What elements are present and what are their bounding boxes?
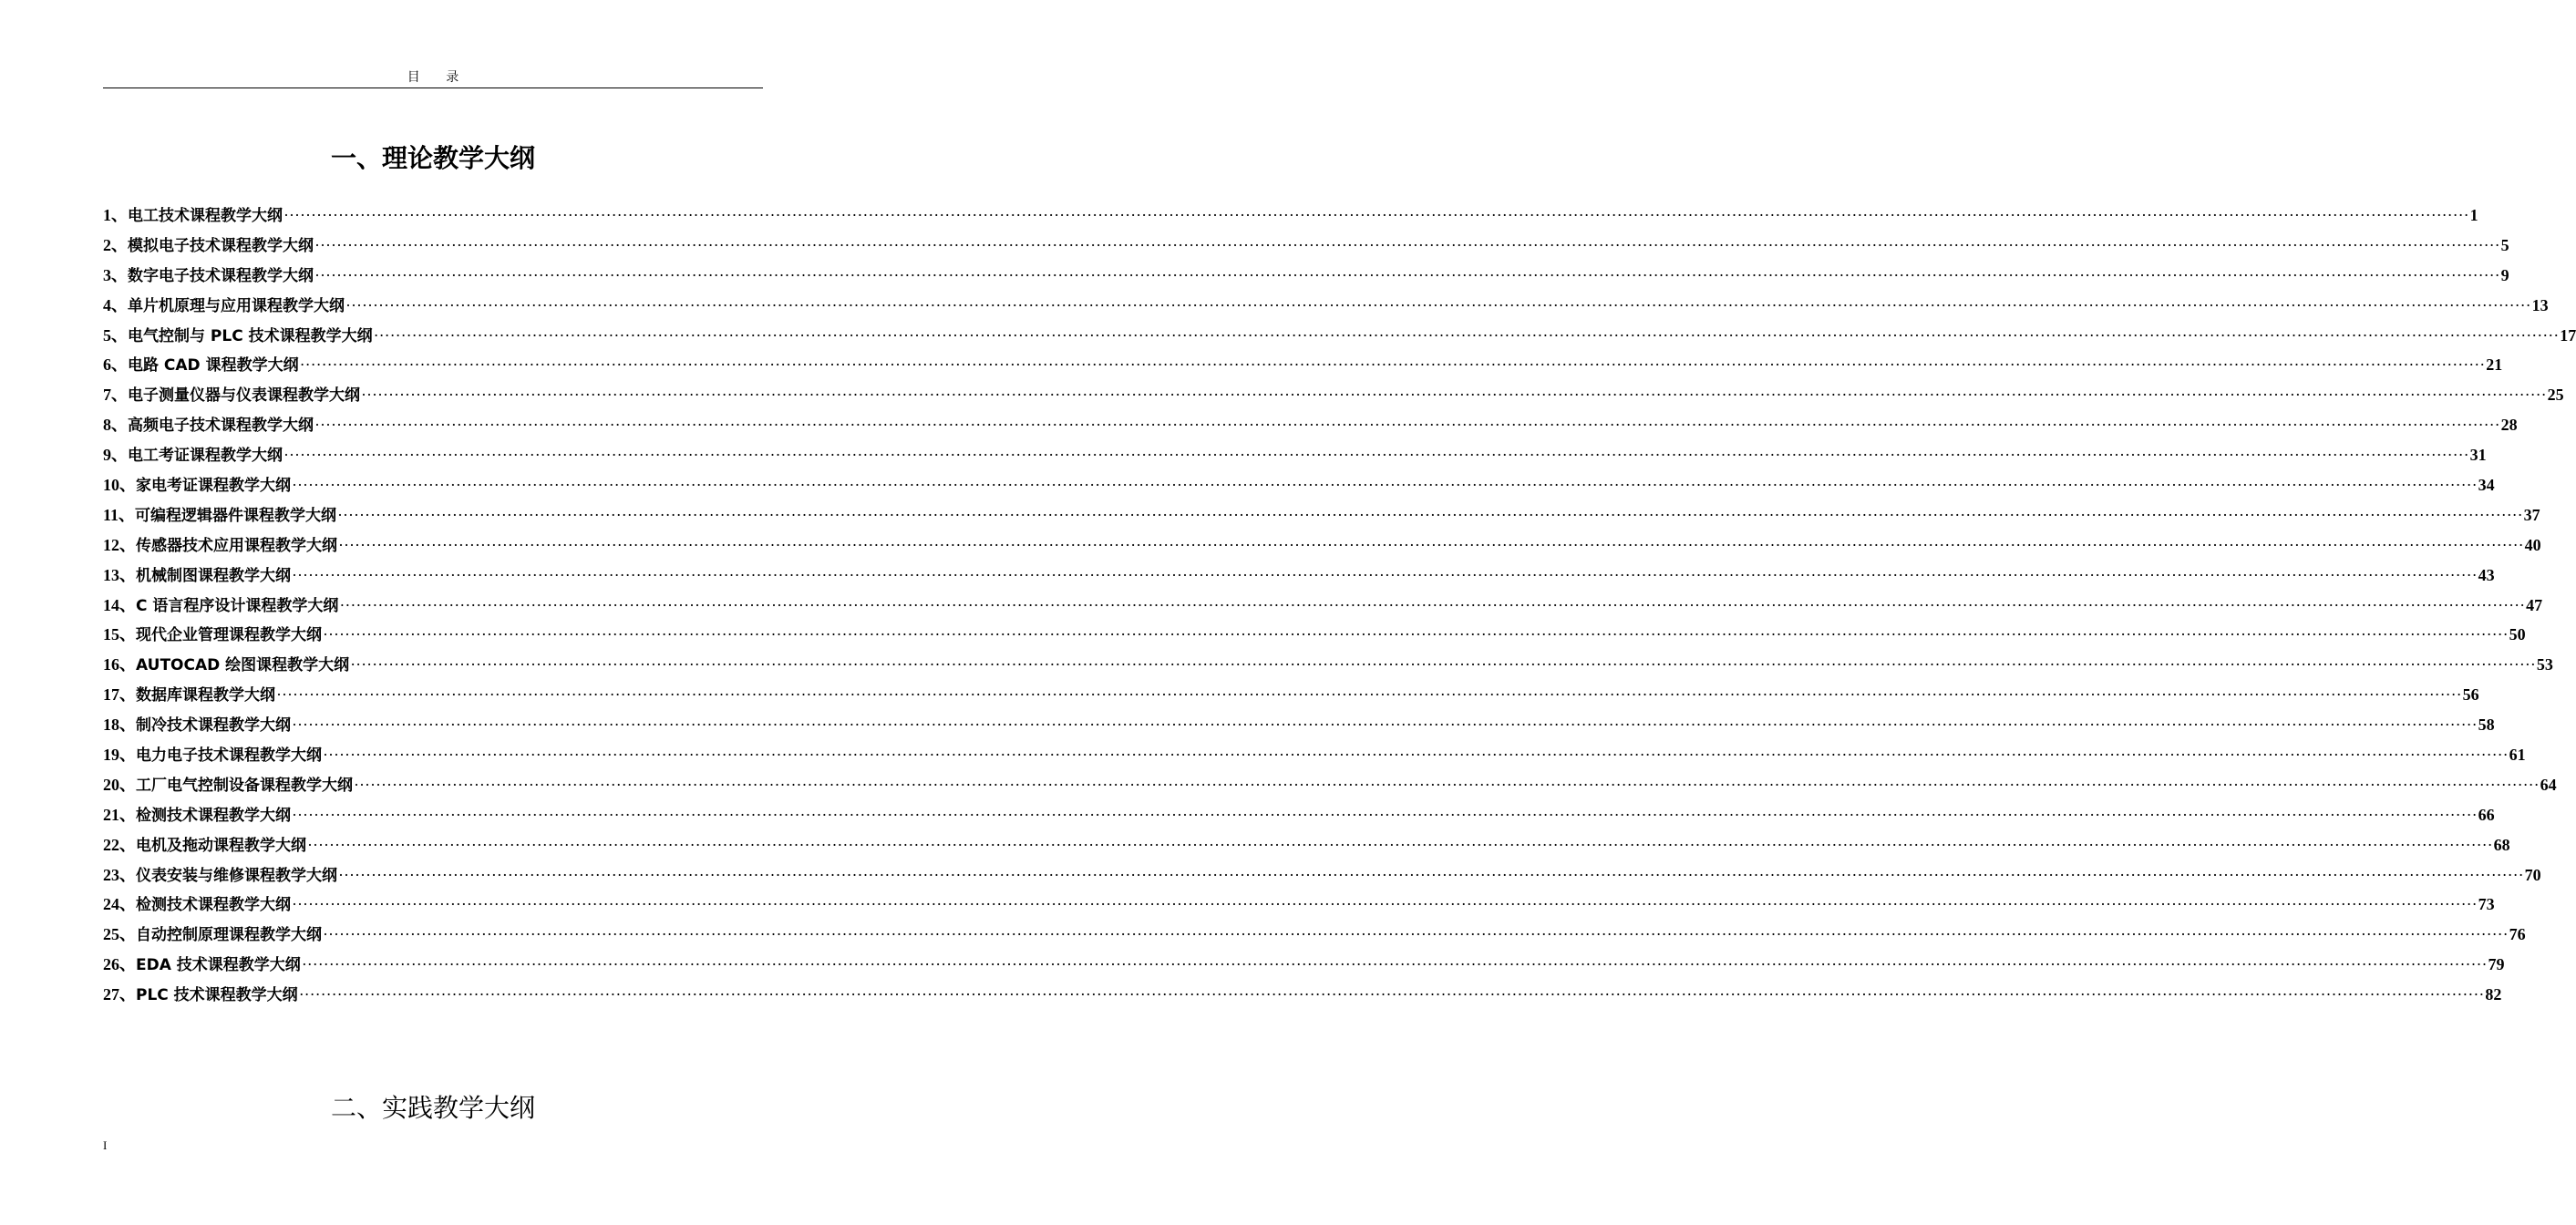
toc-entry-number: 10、 [103,476,136,495]
toc-leader-dots: ················································································································································································································································································································································································································ [292,805,2478,824]
toc-leader-dots: ················································································································································································································································································································································································································ [338,865,2524,884]
toc-entry-page: 25 [2547,386,2564,405]
toc-entry-title: 高频电子技术课程教学大纲 [128,417,314,436]
toc-entry-title: 电子测量仪器与仪表课程教学大纲 [128,386,360,406]
toc-leader-dots: ················································································································································································································································································································································································································ [323,625,2509,644]
toc-entry-title: C 语言程序设计课程教学大纲 [136,596,339,615]
toc-entry-title: 电路 CAD 课程教学大纲 [128,356,299,376]
toc-leader-dots: ················································································································································································································································································································································································································ [350,655,2536,674]
toc-entry-page: 37 [2523,505,2540,524]
toc-leader-dots: ················································································································································································································································································································································································································ [283,206,2469,224]
toc-entry[interactable] [103,920,2526,950]
toc-entry-number: 6、 [103,355,128,375]
toc-entry[interactable] [103,950,2505,980]
toc-entry-number: 11、 [103,505,136,524]
toc-entry-title: 电工考证课程教学大纲 [128,447,283,466]
toc-entry[interactable] [103,440,2487,470]
toc-entry-number: 18、 [103,715,136,735]
toc-entry-number: 26、 [103,955,136,974]
toc-entry-number: 4、 [103,295,128,314]
toc-leader-dots: ················································································································································································································································································································································································································ [283,446,2469,465]
toc-entry[interactable] [103,261,2509,291]
toc-entry[interactable] [103,830,2510,860]
footer-page-number: I [103,1138,108,1152]
toc-entry-number: 5、 [103,325,128,345]
toc-entry[interactable] [103,980,2502,1010]
toc-leader-dots: ················································································································································································································································································································································································································ [373,325,2560,345]
toc-entry[interactable] [103,860,2541,890]
toc-entry[interactable] [103,321,2576,351]
toc-entry-title: 家电考证课程教学大纲 [136,477,291,496]
toc-leader-dots: ················································································································································································································································································································································································································ [292,895,2478,914]
toc-entry-page: 28 [2500,416,2518,435]
toc-entry-title: 数字电子技术课程教学大纲 [128,266,314,285]
toc-entry[interactable] [103,650,2553,680]
toc-entry-page: 79 [2488,955,2505,974]
toc-entry[interactable] [103,561,2495,591]
toc-entry-page: 1 [2469,206,2478,224]
toc-leader-dots: ················································································································································································································································································································································································································ [354,775,2540,794]
toc-entry-title: EDA 技术课程教学大纲 [136,956,301,975]
toc-entry-page: 70 [2524,865,2541,884]
toc-leader-dots: ················································································································································································································································································································································································································ [339,595,2526,614]
toc-leader-dots: ················································································································································································································································································································································································································ [314,416,2500,435]
toc-entry[interactable] [103,740,2526,770]
toc-entry-page: 56 [2462,685,2479,705]
toc-entry-page: 9 [2500,265,2509,284]
toc-entry-page: 66 [2478,805,2495,824]
toc-entry-number: 2、 [103,235,128,254]
toc-entry-title: 电工技术课程教学大纲 [128,207,283,225]
toc-entry-number: 27、 [103,985,136,1004]
toc-entry-title: 数据库课程教学大纲 [136,686,275,705]
toc-entry-title: 传感器技术应用课程教学大纲 [136,536,337,555]
toc-entry-number: 7、 [103,386,128,405]
toc-entry-page: 64 [2540,775,2557,794]
toc-entry-title: 自动控制原理课程教学大纲 [136,926,322,945]
toc-entry-page: 68 [2493,835,2510,854]
toc-entry-page: 31 [2469,446,2487,465]
toc-leader-dots: ················································································································································································································································································································································································································ [307,835,2493,854]
toc-entry-title: PLC 技术课程教学大纲 [136,986,298,1005]
table-of-contents [103,201,2576,1010]
toc-entry[interactable] [103,201,2478,231]
toc-leader-dots: ················································································································································································································································································································································································································ [323,925,2509,944]
toc-leader-dots: ················································································································································································································································································································································································································ [345,295,2531,314]
toc-entry-number: 25、 [103,925,136,944]
toc-entry-page: 21 [2486,355,2503,375]
section-title-theory: 一、理论教学大纲 [330,143,535,173]
toc-entry[interactable] [103,800,2495,830]
toc-entry-number: 24、 [103,895,136,914]
toc-entry-title: 电气控制与 PLC 技术课程教学大纲 [128,326,373,345]
toc-entry[interactable] [103,530,2541,561]
toc-leader-dots: ················································································································································································································································································································································································································ [301,955,2488,974]
toc-entry-page: 58 [2478,715,2495,735]
toc-entry-page: 5 [2500,235,2509,254]
toc-entry-number: 13、 [103,565,136,584]
toc-leader-dots: ················································································································································································································································································································································································································ [337,505,2523,524]
toc-entry-title: 仪表安装与维修课程教学大纲 [136,866,337,885]
header-title: 目 录 [407,70,470,85]
toc-entry-number: 22、 [103,835,136,854]
toc-entry-number: 21、 [103,805,136,824]
toc-entry-page: 82 [2485,985,2502,1004]
toc-entry-number: 3、 [103,265,128,284]
toc-entry-number: 19、 [103,746,136,765]
toc-entry-title: 电机及拖动课程教学大纲 [136,836,306,855]
toc-leader-dots: ················································································································································································································································································································································································································ [298,985,2485,1004]
toc-entry-number: 9、 [103,446,128,465]
toc-entry[interactable] [103,500,2540,530]
toc-entry-title: 单片机原理与应用课程教学大纲 [128,296,345,315]
toc-leader-dots: ················································································································································································································································································································································································································ [323,746,2509,765]
toc-entry-page: 47 [2526,595,2543,614]
toc-leader-dots: ················································································································································································································································································································································································································ [292,476,2478,495]
toc-entry[interactable] [103,770,2557,800]
toc-leader-dots: ················································································································································································································································································································································································································ [361,386,2547,405]
toc-entry[interactable] [103,591,2543,621]
toc-entry-title: 现代企业管理课程教学大纲 [136,626,322,645]
toc-entry-page: 13 [2531,295,2549,314]
toc-entry[interactable] [103,350,2503,380]
toc-leader-dots: ················································································································································································································································································································································································································ [292,715,2478,735]
toc-entry-number: 15、 [103,625,136,644]
toc-entry[interactable] [103,680,2479,710]
section-title-practice: 二、实践教学大纲 [330,1093,535,1123]
toc-entry[interactable] [103,380,2564,410]
toc-entry-page: 40 [2524,535,2541,554]
toc-entry-title: 机械制图课程教学大纲 [136,566,291,585]
toc-entry-number: 14、 [103,595,136,614]
toc-entry-number: 17、 [103,685,136,705]
toc-entry[interactable] [103,231,2509,261]
toc-entry-number: 8、 [103,416,128,435]
toc-entry-page: 73 [2478,895,2495,914]
toc-entry-number: 16、 [103,655,136,674]
toc-entry-title: 检测技术课程教学大纲 [136,896,291,915]
toc-entry-title: 可编程逻辑器件课程教学大纲 [135,506,337,525]
toc-entry-title: 工厂电气控制设备课程教学大纲 [136,776,353,795]
toc-entry-page: 43 [2478,565,2495,584]
toc-leader-dots: ················································································································································································································································································································································································································ [314,265,2500,284]
toc-leader-dots: ················································································································································································································································································································································································································ [276,685,2462,705]
toc-entry[interactable] [103,410,2518,440]
toc-entry[interactable] [103,710,2495,740]
toc-entry-number: 23、 [103,865,136,884]
toc-entry[interactable] [103,620,2526,650]
toc-entry-number: 12、 [103,535,136,554]
toc-leader-dots: ················································································································································································································································································································································································································ [338,535,2524,554]
toc-entry-number: 1、 [103,206,128,224]
toc-entry-page: 76 [2509,925,2526,944]
toc-entry-title: 电力电子技术课程教学大纲 [136,746,322,766]
toc-leader-dots: ················································································································································································································································································································································································································ [299,355,2486,375]
toc-entry[interactable] [103,890,2495,920]
toc-entry-page: 34 [2478,476,2495,495]
toc-entry-title: 检测技术课程教学大纲 [136,806,291,825]
toc-entry-title: AUTOCAD 绘图课程教学大纲 [136,656,350,675]
page-header [103,69,763,88]
toc-entry-title: 模拟电子技术课程教学大纲 [128,236,314,255]
toc-entry-title: 制冷技术课程教学大纲 [136,716,291,736]
toc-leader-dots: ················································································································································································································································································································································································································ [292,565,2478,584]
toc-entry-page: 61 [2509,746,2526,765]
toc-entry-page: 53 [2536,655,2553,674]
toc-entry-page: 17 [2560,325,2576,345]
toc-entry[interactable] [103,291,2549,321]
toc-leader-dots: ················································································································································································································································································································································································································ [314,235,2500,254]
toc-entry[interactable] [103,470,2495,500]
toc-entry-page: 50 [2509,625,2526,644]
toc-entry-number: 20、 [103,775,136,794]
